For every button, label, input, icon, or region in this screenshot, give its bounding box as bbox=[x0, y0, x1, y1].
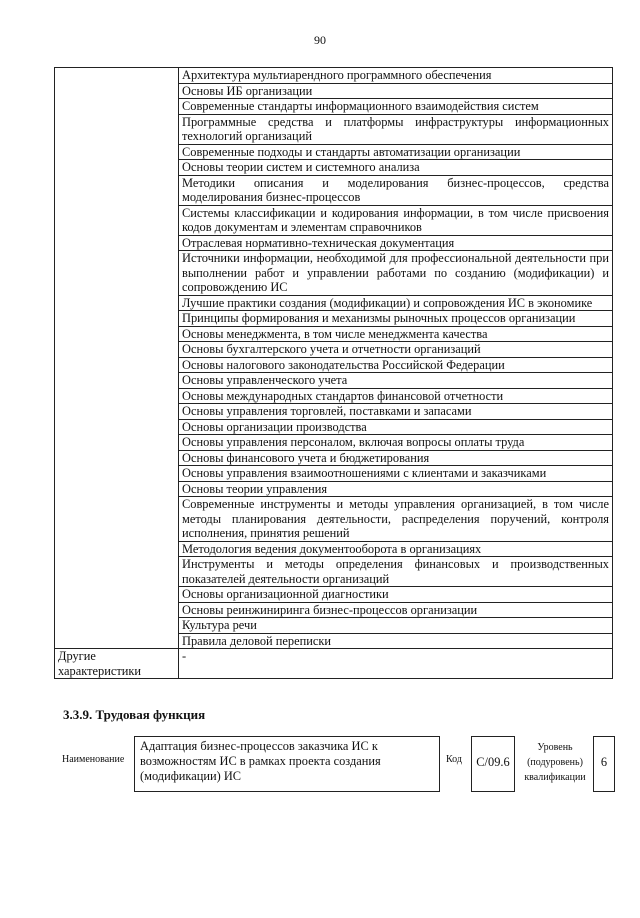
knowledge-item: Основы менеджмента, в том числе менеджмента качества bbox=[179, 326, 613, 342]
knowledge-item: Правила деловой переписки bbox=[179, 633, 613, 649]
knowledge-item: Источники информации, необходимой для профессиональной деятельности при выполнении работ и управлении работами по созданию (модификации) и сопровождению ИС bbox=[179, 251, 613, 296]
knowledge-item: Основы реинжиниринга бизнес-процессов организации bbox=[179, 602, 613, 618]
knowledge-item: Основы налогового законодательства Российской Федерации bbox=[179, 357, 613, 373]
knowledge-item: Основы теории систем и системного анализа bbox=[179, 160, 613, 176]
knowledge-item: Методики описания и моделирования бизнес-процессов, средства моделирования бизнес-процессов bbox=[179, 175, 613, 205]
section-title: 3.3.9. Трудовая функция bbox=[63, 707, 206, 722]
required-knowledge-label bbox=[55, 68, 179, 649]
code-label: Код bbox=[446, 754, 462, 765]
knowledge-item: Лучшие практики создания (модификации) и сопровождения ИС в экономике bbox=[179, 295, 613, 311]
knowledge-item: Современные стандарты информационного взаимодействия систем bbox=[179, 99, 613, 115]
page-number: 90 bbox=[314, 33, 326, 47]
knowledge-item: Программные средства и платформы инфраструктуры информационных технологий организаций bbox=[179, 114, 613, 144]
name-value: Адаптация бизнес-процессов заказчика ИС к возможностям ИС в рамках проекта создания (модификации) ИС bbox=[134, 736, 440, 792]
other-characteristics-row bbox=[55, 649, 613, 679]
knowledge-item: Основы финансового учета и бюджетирования bbox=[179, 450, 613, 466]
name-label: Наименование bbox=[62, 754, 125, 765]
knowledge-item: Основы теории управления bbox=[179, 481, 613, 497]
knowledge-item: Современные подходы и стандарты автоматизации организации bbox=[179, 144, 613, 160]
code-value: С/09.6 bbox=[471, 736, 515, 792]
knowledge-item: Основы организационной диагностики bbox=[179, 587, 613, 603]
knowledge-item: Основы управленческого учета bbox=[179, 373, 613, 389]
knowledge-item: Отраслевая нормативно-техническая документация bbox=[179, 235, 613, 251]
knowledge-row bbox=[55, 68, 613, 84]
knowledge-item: Культура речи bbox=[179, 618, 613, 634]
qualification-level-label: Уровень (подуровень) квалификации bbox=[524, 742, 586, 783]
knowledge-item: Основы бухгалтерского учета и отчетности организаций bbox=[179, 342, 613, 358]
knowledge-item: Основы международных стандартов финансовой отчетности bbox=[179, 388, 613, 404]
knowledge-item: Основы ИБ организации bbox=[179, 83, 613, 99]
labor-function-header bbox=[0, 736, 640, 796]
knowledge-item: Системы классификации и кодирования информации, в том числе присвоения кодов документам и элементам справочников bbox=[179, 205, 613, 235]
knowledge-item: Методология ведения документооборота в организациях bbox=[179, 541, 613, 557]
knowledge-item: Инструменты и методы определения финансовых и производственных показателей деятельности организаций bbox=[179, 557, 613, 587]
knowledge-item: Основы управления взаимоотношениями с клиентами и заказчиками bbox=[179, 466, 613, 482]
knowledge-item: Основы управления персоналом, включая вопросы оплаты труда bbox=[179, 435, 613, 451]
knowledge-item: Современные инструменты и методы управления организацией, в том числе методы планирования деятельности, распределения поручений, контроля исполнения, принятия решений bbox=[179, 497, 613, 542]
knowledge-item: Основы управления торговлей, поставками и запасами bbox=[179, 404, 613, 420]
other-characteristics-label: Другие характеристики bbox=[55, 649, 179, 679]
required-knowledge-table bbox=[54, 67, 613, 679]
knowledge-item: Принципы формирования и механизмы рыночных процессов организации bbox=[179, 311, 613, 327]
other-characteristics-value: - bbox=[179, 649, 613, 679]
qualification-level-value: 6 bbox=[593, 736, 615, 792]
knowledge-item: Архитектура мультиарендного программного обеспечения bbox=[179, 68, 613, 84]
knowledge-item: Основы организации производства bbox=[179, 419, 613, 435]
